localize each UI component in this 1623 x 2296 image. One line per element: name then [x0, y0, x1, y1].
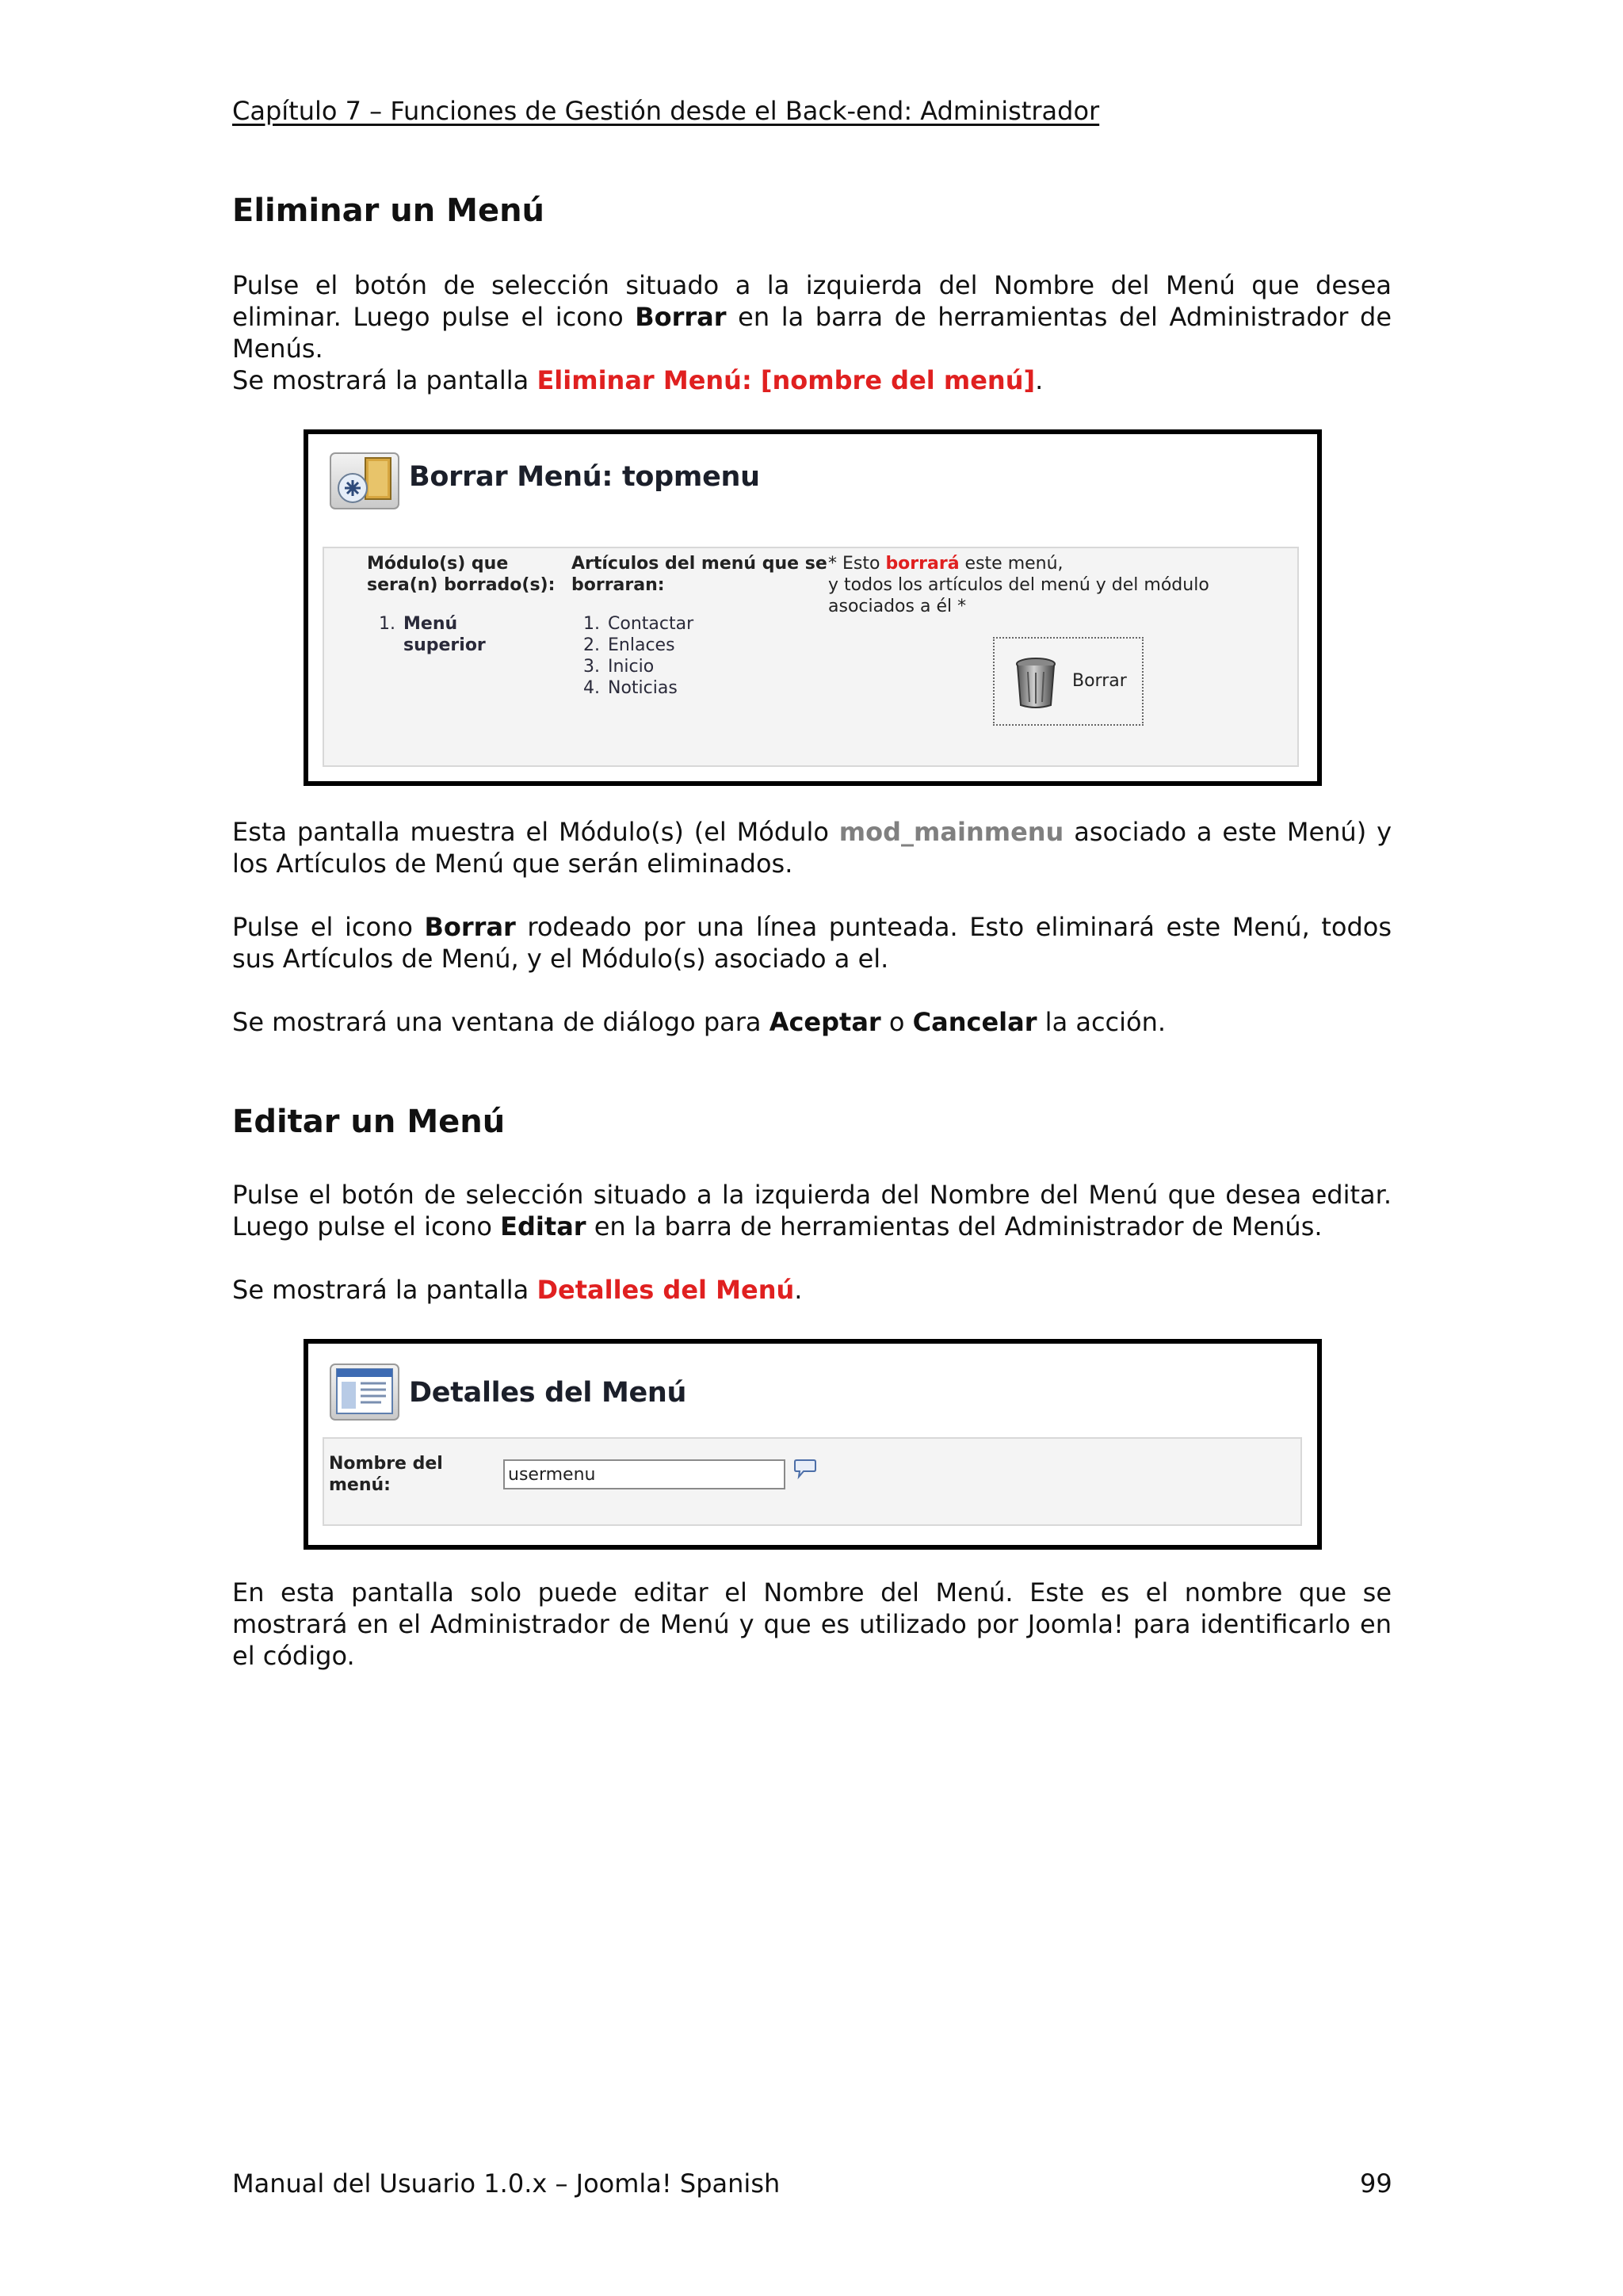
module-list-item: 1. Menú superior [379, 614, 486, 655]
list-item: 3. Inicio [583, 657, 655, 677]
menu-name-input-value: usermenu [508, 1465, 596, 1485]
list-item: 1. Contactar [583, 614, 694, 634]
page-number: 99 [1360, 2168, 1392, 2199]
paragraph-delete-click: Pulse el icono Borrar rodeado por una línea punteada. Esto eliminará este Menú, todos sus Artículos de Menú, y el Módulo(s) asociado a el. [232, 912, 1392, 974]
menu-name-input[interactable] [503, 1459, 785, 1489]
paragraph-delete-module: Esta pantalla muestra el Módulo(s) (el Módulo mod_mainmenu asociado a este Menú) y los Artículos de Menú que serán eliminados. [232, 817, 1392, 879]
items-header: Artículos del menú que se borraran: [571, 554, 827, 595]
screenshot-delete-title: Borrar Menú: topmenu [409, 461, 760, 493]
menu-trash-icon [329, 448, 402, 513]
footer-title: Manual del Usuario 1.0.x – Joomla! Spanish [232, 2168, 781, 2199]
delete-button-label: Borrar [1072, 671, 1127, 691]
delete-button[interactable] [993, 637, 1144, 726]
menu-details-icon [329, 1360, 402, 1425]
list-item: 4. Noticias [583, 678, 678, 698]
section-heading-delete: Eliminar un Menú [232, 193, 545, 229]
details-panel [323, 1437, 1302, 1526]
delete-notice: * Esto borrará este menú, y todos los artículos del menú y del módulo asociados a él * [828, 554, 1209, 616]
menu-name-label: Nombre del menú: [329, 1454, 443, 1495]
delete-panel [323, 547, 1299, 767]
section-heading-edit: Editar un Menú [232, 1104, 506, 1140]
trash-bin-icon [1014, 656, 1058, 710]
paragraph-delete-screen: Se mostrará la pantalla Eliminar Menú: [nombre del menú]. [232, 365, 1044, 395]
screenshot-menu-details [304, 1339, 1322, 1550]
menu-items-list [571, 613, 693, 699]
list-item: 2. Enlaces [583, 635, 675, 655]
screenshot-edit-title: Detalles del Menú [409, 1377, 687, 1409]
paragraph-delete-dialog: Se mostrará una ventana de diálogo para Aceptar o Cancelar la acción. [232, 1007, 1167, 1037]
paragraph-edit-intro: Pulse el botón de selección situado a la izquierda del Nombre del Menú que desea editar. Luego pulse el icono Editar en la barra de herramientas del Administrador de Menús. [232, 1180, 1392, 1241]
paragraph-edit-screen: Se mostrará la pantalla Detalles del Menú. [232, 1275, 803, 1305]
running-header: Capítulo 7 – Funciones de Gestión desde el Back-end: Administrador [232, 96, 1100, 126]
screenshot-delete-menu [304, 429, 1322, 786]
paragraph-delete-intro: Pulse el botón de selección situado a la izquierda del Nombre del Menú que desea eliminar. Luego pulse el icono Borrar en la barra de herramientas del Administrador de Menús. [232, 270, 1392, 364]
modules-header: Módulo(s) que sera(n) borrado(s): [367, 554, 556, 595]
tooltip-icon[interactable] [793, 1458, 817, 1480]
paragraph-edit-note: En esta pantalla solo puede editar el Nombre del Menú. Este es el nombre que se mostrará en el Administrador de Menú y que es utilizado por Joomla! para identificarlo en el código. [232, 1577, 1392, 1671]
